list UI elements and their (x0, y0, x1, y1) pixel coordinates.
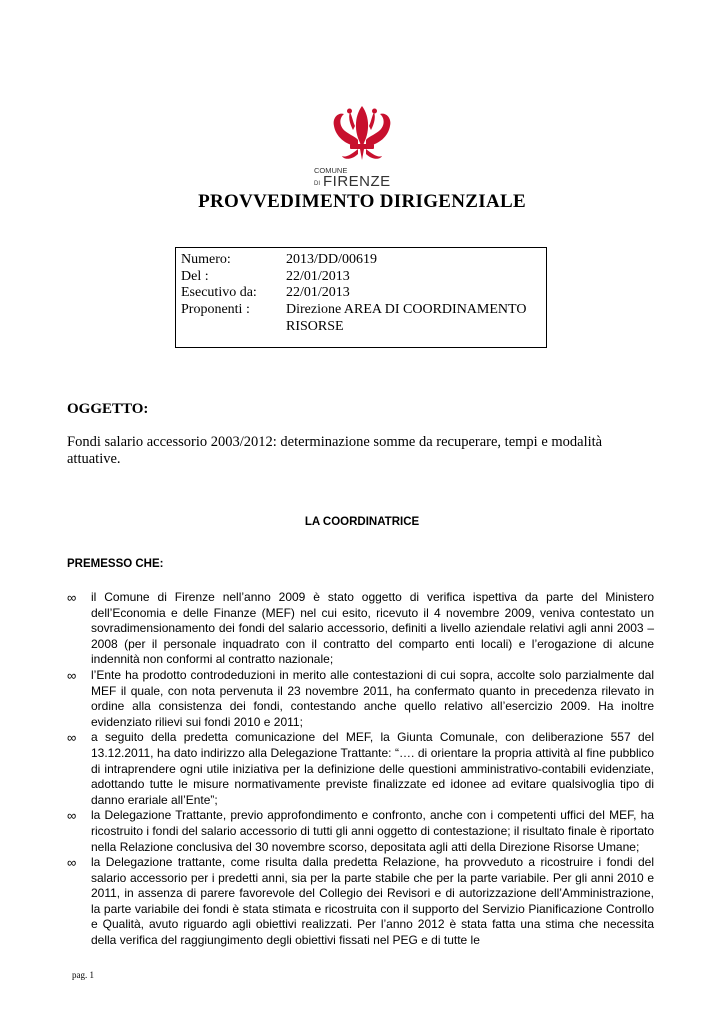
meta-value: 22/01/2013 (286, 269, 350, 284)
list-item-text: la Delegazione Trattante, previo approfondimento e confronto, anche con i competenti uffici del MEF, ha ricostruito i fondi del salario accessorio di tutti gli anni oggetto di contestazione; il risultato finale è riportato nella Relazione conclusiva del 30 novembre scorso, depositata agli atti della Direzione Risorse Umane; (91, 808, 654, 854)
list-item (67, 590, 654, 668)
premesso-list (67, 590, 654, 949)
infinity-bullet-icon: ∞ (67, 730, 77, 746)
comune-di-firenze-logo (312, 104, 412, 188)
infinity-bullet-icon: ∞ (67, 855, 77, 871)
page-number: pag. 1 (72, 970, 94, 980)
meta-value: 2013/DD/00619 (286, 252, 377, 267)
meta-value: 22/01/2013 (286, 285, 350, 300)
meta-label: Numero: (181, 252, 231, 267)
meta-label: Proponenti : (181, 302, 250, 317)
meta-value: Direzione AREA DI COORDINAMENTO RISORSE (286, 302, 527, 334)
svg-text:FIRENZE: FIRENZE (323, 173, 391, 188)
list-item-text: il Comune di Firenze nell’anno 2009 è stato oggetto di verifica ispettiva da parte del Ministero dell’Economia e delle Finanze (MEF) nel cui esito, ricevuto il 4 novembre 2009, veniva contestato un sovradimensionamento dei fondi del salario accessorio, definiti a livello aziendale relativi agli anni 2003 – 2008 (per il personale inquadrato con il contratto del comparto enti locali) e l’erogazione di alcune indennità non conformi al contratto nazionale; (91, 590, 654, 667)
meta-label: Del : (181, 269, 209, 284)
list-item-text: a seguito della predetta comunicazione del MEF, la Giunta Comunale, con deliberazione 557 del 13.12.2011, ha dato indirizzo alla Delegazione Trattante: “…. di orientare la propria attività al fine pubblico di intraprendere ogni utile iniziativa per la definizione delle questioni amministrativo-contabili evidenziate, adottando tutte le misure normativamente previste finalizzate ed idonee ad evitare qualsivoglia tipo di danno erariale all’Ente”; (91, 730, 654, 807)
svg-text:DI: DI (314, 181, 320, 187)
oggetto-heading: OGGETTO: (67, 401, 149, 417)
list-item (67, 855, 654, 949)
list-item-text: la Delegazione trattante, come risulta dalla predetta Relazione, ha provveduto a ricostruire i fondi del salario accessorio per i predetti anni, sia per la parte stabile che per la parte variabile. Per gli anni 2010 e 2011, in assenza di parere favorevole del Collegio dei Revisori e di autorizzazione dell’Amministrazione, la parte variabile dei fondi è stata stimata e ricostruita con il supporto del Servizio Pianificazione Controllo e Qualità, avuto riguardo agli obiettivi realizzati. Per l’anno 2012 è stata fatta una stima che necessita della verifica del raggiungimento degli obiettivi fissati nel PEG e di tutte le (91, 855, 654, 948)
oggetto-text: Fondi salario accessorio 2003/2012: determinazione somme da recuperare, tempi e modalità attuative. (67, 434, 603, 467)
metadata-box (175, 247, 547, 348)
meta-label: Esecutivo da: (181, 285, 257, 300)
premesso-heading: PREMESSO CHE: (67, 558, 164, 570)
document-title: PROVVEDIMENTO DIRIGENZIALE (198, 191, 526, 212)
svg-text:COMUNE: COMUNE (314, 166, 348, 175)
list-item (67, 668, 654, 730)
list-item (67, 730, 654, 808)
section-heading: LA COORDINATRICE (304, 516, 420, 528)
list-item (67, 808, 654, 855)
list-item-text: l’Ente ha prodotto controdeduzioni in merito alle contestazioni di cui sopra, accolte solo parzialmente dal MEF il quale, con nota pervenuta il 23 novembre 2011, ha confermato quanto in precedenza rilevato in ordine alla consistenza dei fondi, contestando anche quello relativo all’esercizio 2009. Ha inoltre evidenziato rilievi sui fondi 2010 e 2011; (91, 667, 654, 729)
infinity-bullet-icon: ∞ (67, 667, 77, 683)
infinity-bullet-icon: ∞ (67, 590, 77, 605)
infinity-bullet-icon: ∞ (67, 808, 77, 824)
